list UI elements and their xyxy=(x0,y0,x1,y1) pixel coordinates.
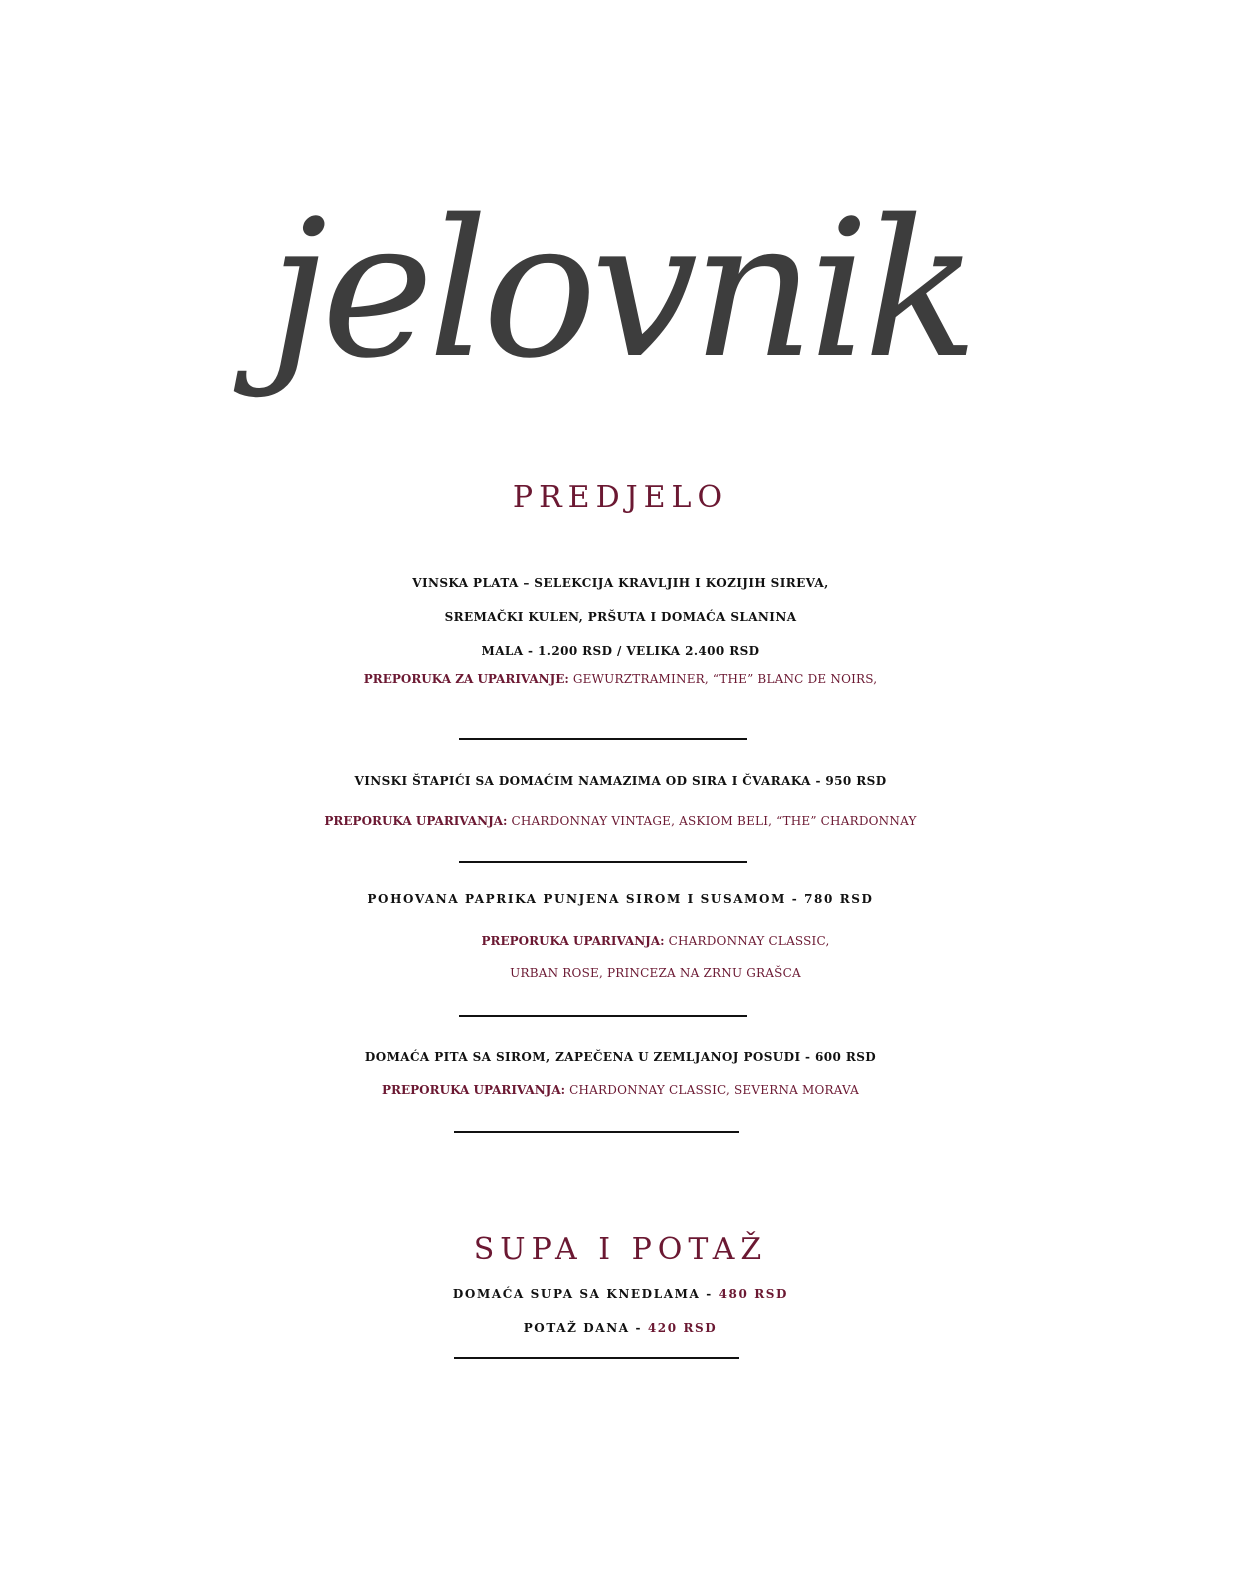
dish-price: 480 RSD xyxy=(718,1287,789,1301)
pairing-label: PREPORUKA ZA UPARIVANJE: xyxy=(363,672,569,686)
menu-item-vinska-plata xyxy=(0,566,1241,668)
dish-line: SREMAČKI KULEN, PRŠUTA I DOMAĆA SLANINA xyxy=(444,610,797,624)
divider xyxy=(459,861,747,863)
pairing-line-1 xyxy=(0,925,1241,957)
pairing-domaca-pita xyxy=(0,1074,1241,1106)
section-heading-predjelo: PREDJELO xyxy=(512,480,729,515)
dish-line: VINSKA PLATA – SELEKCIJA KRAVLJIH I KOZIJIH SIREVA, xyxy=(412,576,829,590)
pairing-wines: CHARDONNAY CLASSIC, xyxy=(664,934,830,948)
pairing-wines: CHARDONNAY CLASSIC, SEVERNA MORAVA xyxy=(565,1083,859,1097)
divider xyxy=(459,1015,747,1017)
menu-item-domaca-pita xyxy=(0,1040,1241,1074)
divider xyxy=(459,738,747,740)
menu-item-pohovana-paprika xyxy=(0,882,1241,916)
menu-item-domaca-supa xyxy=(0,1277,1241,1311)
dish-name: DOMAĆA SUPA SA KNEDLAMA - xyxy=(452,1287,719,1301)
pairing-label: PREPORUKA UPARIVANJA: xyxy=(382,1083,566,1097)
menu-item-vinski-stapici xyxy=(0,764,1241,798)
divider xyxy=(454,1357,739,1359)
pairing-wines-line-2: URBAN ROSE, PRINCEZA NA ZRNU GRAŠCA xyxy=(510,966,801,980)
pairing-pohovana-paprika xyxy=(0,925,1241,989)
pairing-label: PREPORUKA UPARIVANJA: xyxy=(481,934,665,948)
dish-line: MALA - 1.200 RSD / VELIKA 2.400 RSD xyxy=(481,644,760,658)
section-heading-supa: SUPA I POTAŽ xyxy=(473,1232,768,1267)
dish-line: POHOVANA PAPRIKA PUNJENA SIROM I SUSAMOM - 780 RSD xyxy=(367,892,874,906)
pairing-vinski-stapici xyxy=(0,805,1241,837)
pairing-wines: CHARDONNAY VINTAGE, ASKIOM BELI, “THE” CHARDONNAY xyxy=(507,814,917,828)
pairing-label: PREPORUKA UPARIVANJA: xyxy=(324,814,508,828)
pairing-vinska-plata xyxy=(0,663,1241,695)
divider xyxy=(454,1131,739,1133)
menu-title: jelovnik xyxy=(268,179,973,400)
dish-name: POTAŽ DANA - xyxy=(523,1321,648,1335)
dish-line: VINSKI ŠTAPIĆI SA DOMAĆIM NAMAZIMA OD SIRA I ČVARAKA - 950 RSD xyxy=(354,774,887,788)
dish-price: 420 RSD xyxy=(647,1321,718,1335)
pairing-wines: GEWURZTRAMINER, “THE” BLANC DE NOIRS, xyxy=(568,672,878,686)
menu-item-potaz-dana xyxy=(0,1311,1241,1345)
dish-line: DOMAĆA PITA SA SIROM, ZAPEČENA U ZEMLJANOJ POSUDI - 600 RSD xyxy=(364,1050,877,1064)
